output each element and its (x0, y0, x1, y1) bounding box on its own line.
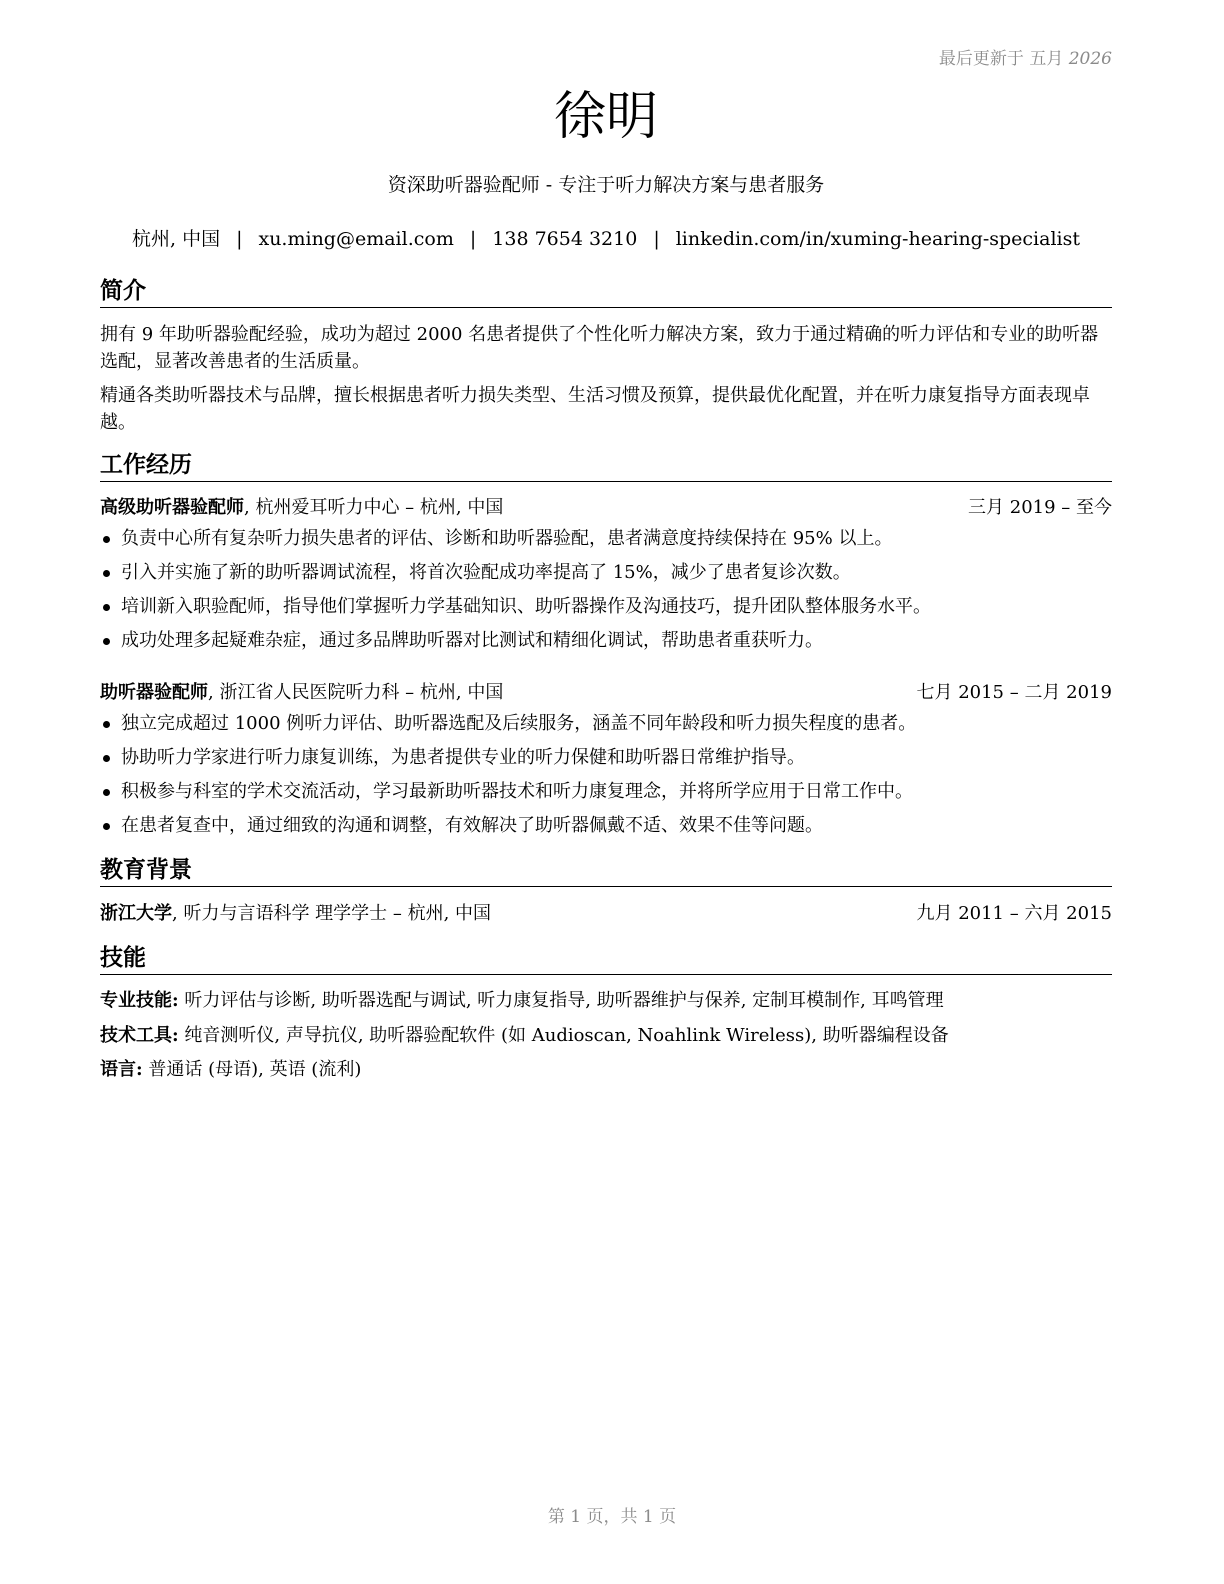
job-role: 助听器验配师 (100, 682, 208, 703)
list-item: 引入并实施了新的助听器调试流程，将首次验配成功率提高了 15%，减少了患者复诊次数。 (100, 560, 1112, 594)
list-item: 负责中心所有复杂听力损失患者的评估、诊断和助听器验配，患者满意度持续保持在 95% 以上。 (100, 526, 1112, 560)
section-heading-education: 教育背景 (100, 856, 1112, 887)
skill-value: 纯音测听仪, 声导抗仪, 助听器验配软件 (如 Audioscan, Noahlink Wireless), 助听器编程设备 (178, 1025, 949, 1046)
skill-label: 技术工具: (100, 1025, 179, 1046)
job-dates: 三月 2019 – 至今 (968, 497, 1112, 518)
section-heading-skills: 技能 (100, 944, 1112, 975)
skill-row (100, 1057, 1112, 1083)
job-dates: 七月 2015 – 二月 2019 (916, 682, 1112, 703)
contact-phone[interactable]: 138 7654 3210 (492, 228, 638, 250)
candidate-tagline: 资深助听器验配师 - 专注于听力解决方案与患者服务 (387, 174, 825, 196)
list-item: 在患者复查中，通过细致的沟通和调整，有效解决了助听器佩戴不适、效果不佳等问题。 (100, 813, 1112, 847)
list-item: 积极参与科室的学术交流活动，学习最新助听器技术和听力康复理念，并将所学应用于日常工作中。 (100, 779, 1112, 813)
contact-separator: | (653, 228, 660, 250)
list-item: 培训新入职验配师，指导他们掌握听力学基础知识、助听器操作及沟通技巧，提升团队整体服务水平。 (100, 594, 1112, 628)
last-updated (939, 44, 1112, 69)
contact-location: 杭州, 中国 (131, 228, 221, 250)
section-heading-experience: 工作经历 (100, 451, 1112, 482)
last-updated-label: 最后更新于 五月 (938, 49, 1064, 69)
resume-page (100, 0, 1112, 1584)
job-role: 高级助听器验配师 (100, 497, 244, 518)
candidate-name: 徐明 (553, 87, 658, 147)
education-dates: 九月 2011 – 六月 2015 (916, 903, 1112, 924)
job-organization: , 浙江省人民医院听力科 – 杭州, 中国 (208, 682, 504, 703)
summary-paragraph: 拥有 9 年助听器验配经验，成功为超过 2000 名患者提供了个性化听力解决方案，致力于通过精确的听力评估和专业的助听器选配，显著改善患者的生活质量。 (100, 324, 1099, 372)
list-item: 成功处理多起疑难杂症，通过多品牌助听器对比测试和精细化调试，帮助患者重获听力。 (100, 628, 1112, 662)
contact-separator: | (236, 228, 243, 250)
skill-row (100, 988, 1112, 1014)
skill-row (100, 1023, 1112, 1049)
education-school: 浙江大学 (100, 903, 172, 924)
job-bullets (100, 711, 1112, 847)
summary-paragraph: 精通各类助听器技术与品牌，擅长根据患者听力损失类型、生活习惯及预算，提供最优化配置，并在听力康复指导方面表现卓越。 (100, 385, 1090, 433)
contact-email[interactable]: xu.ming@email.com (258, 228, 454, 250)
list-item: 独立完成超过 1000 例听力评估、助听器选配及后续服务，涵盖不同年龄段和听力损失程度的患者。 (100, 711, 1112, 745)
job-header (100, 680, 1112, 706)
section-heading-summary: 简介 (100, 277, 1112, 308)
contact-linkedin[interactable]: linkedin.com/in/xuming-hearing-specialist (675, 228, 1081, 250)
contact-line (100, 224, 1112, 251)
page-footer: 第 1 页，共 1 页 (547, 1507, 677, 1527)
education-entry (100, 901, 1112, 927)
skill-label: 语言: (100, 1059, 143, 1080)
contact-separator: | (469, 228, 477, 250)
skill-value: 听力评估与诊断, 助听器选配与调试, 听力康复指导, 助听器维护与保养, 定制耳模制作, 耳鸣管理 (178, 990, 944, 1011)
skill-value: 普通话 (母语), 英语 (流利) (142, 1059, 362, 1080)
job-header (100, 495, 1112, 521)
list-item: 协助听力学家进行听力康复训练，为患者提供专业的听力保健和助听器日常维护指导。 (100, 745, 1112, 779)
job-organization: , 杭州爱耳听力中心 – 杭州, 中国 (244, 497, 504, 518)
education-detail: , 听力与言语科学 理学学士 – 杭州, 中国 (172, 903, 492, 924)
last-updated-year: 2026 (1068, 49, 1112, 69)
job-bullets (100, 526, 1112, 662)
skill-label: 专业技能: (100, 990, 179, 1011)
